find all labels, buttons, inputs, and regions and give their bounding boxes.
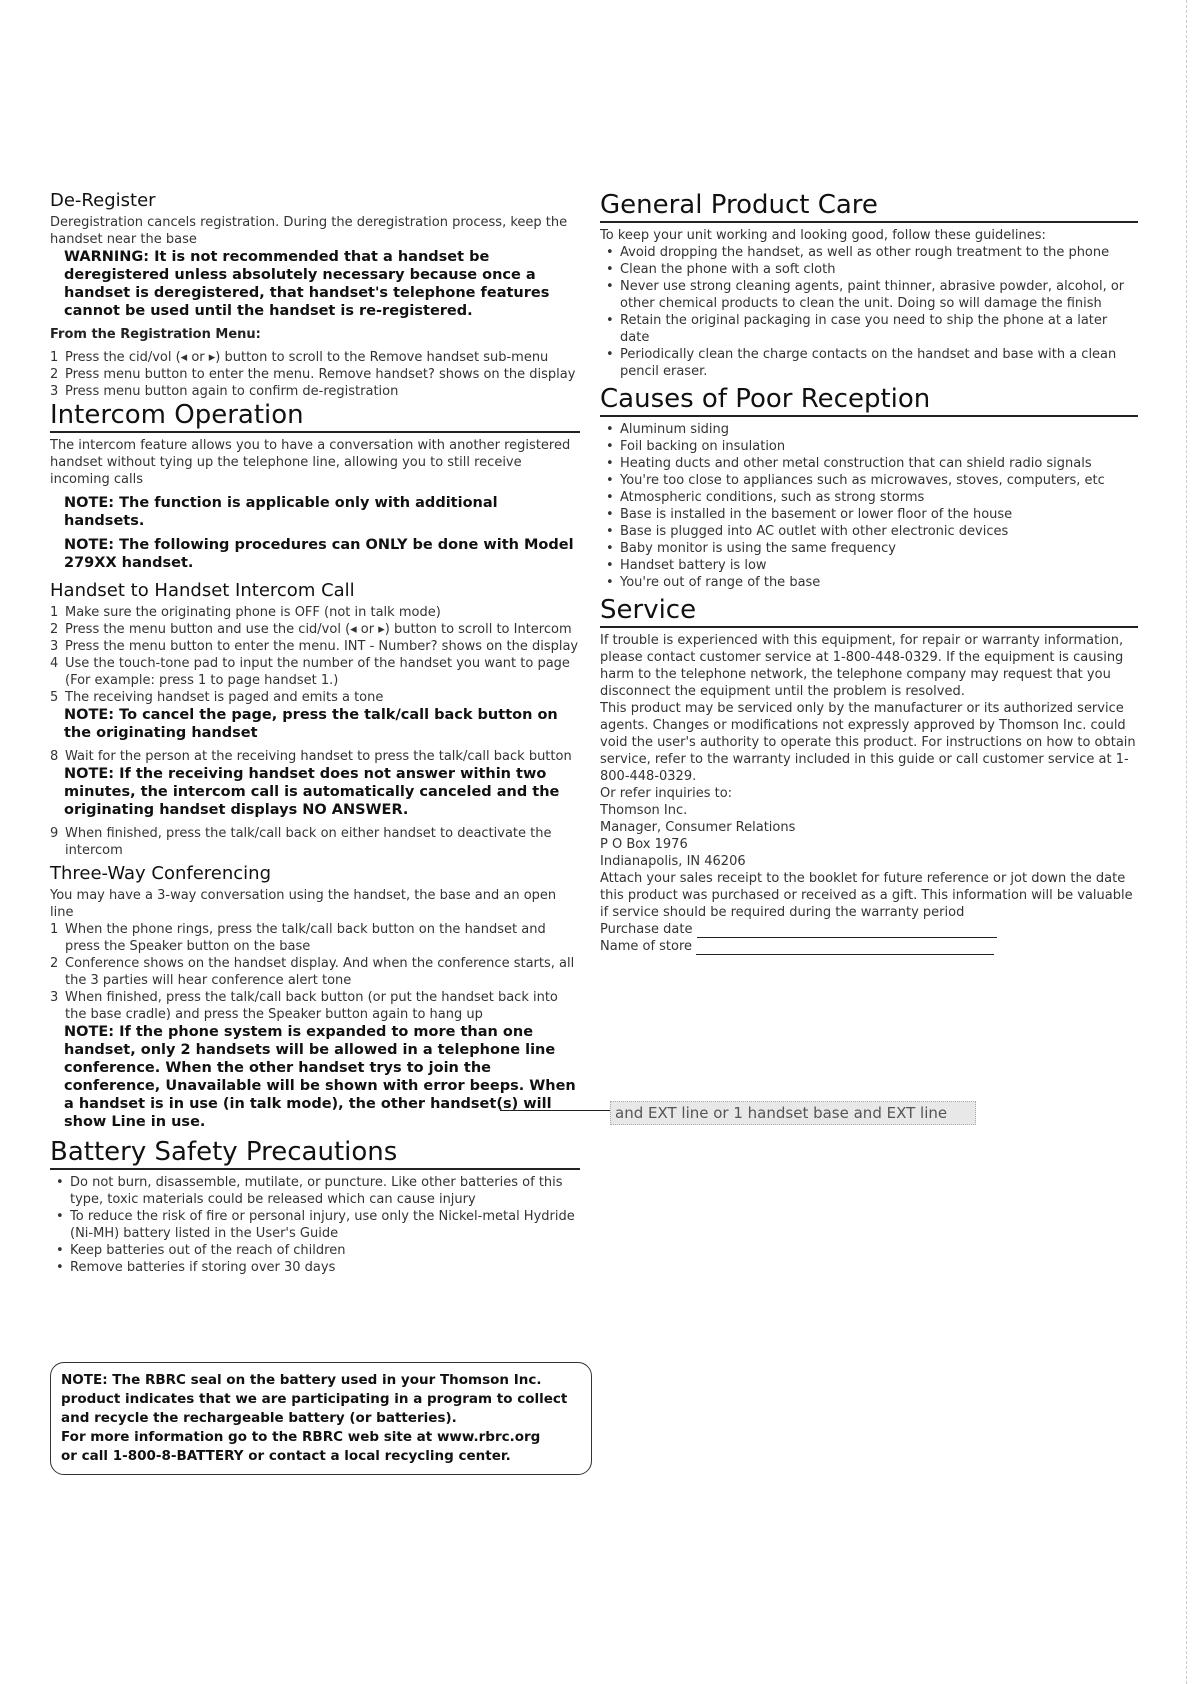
rbrc-call-text: or call 1-800-8-BATTERY or contact a local recycling center.	[61, 1448, 511, 1464]
left-column	[50, 190, 580, 1276]
list-item: • Remove batteries if storing over 30 days	[50, 1259, 580, 1276]
list-item: • Never use strong cleaning agents, paint thinner, abrasive powder, alcohol, or other chemical products to clean the unit. Doing so will damage the finish	[600, 278, 1138, 312]
threeway-intro: You may have a 3-way conversation using the handset, the base and an open line	[50, 888, 557, 920]
care-intro: To keep your unit working and looking good, follow these guidelines:	[600, 228, 1046, 243]
list-item: 5 The receiving handset is paged and emits a tone	[50, 690, 384, 705]
list-item: 3 Press menu button again to confirm de-registration	[50, 384, 399, 399]
list-item: • Aluminum siding	[600, 421, 1138, 438]
threeway-note: NOTE: If the phone system is expanded to more than one handset, only 2 handsets will be allowed in a telephone line conference. When the other handset trys to join the conference, Unavailable will be shown with error beeps. When a handset is in use (in talk mode), the other handset(s) will show Line in use.	[64, 1024, 576, 1130]
registration-menu-label: From the Registration Menu:	[50, 327, 261, 342]
store-name-label: Name of store	[600, 939, 693, 954]
list-item: 2 Press the menu button and use the cid/vol (◂ or ▸) button to scroll to Intercom	[50, 622, 572, 637]
annotation-pointer-line	[500, 1110, 610, 1111]
h2h-step-8	[50, 748, 580, 765]
list-item: • Baby monitor is using the same frequency	[600, 540, 1138, 557]
rbrc-note-text: NOTE: The RBRC seal on the battery used in your Thomson Inc. product indicates that we are participating in a program to collect and recycle the rechargeable battery (or batteries).	[61, 1372, 568, 1426]
list-item: • Foil backing on insulation	[600, 438, 1138, 455]
intercom-note-2: NOTE: The following procedures can ONLY be done with Model 279XX handset.	[64, 537, 574, 571]
battery-heading: Battery Safety Precautions	[50, 1137, 580, 1170]
intercom-note-1: NOTE: The function is applicable only with additional handsets.	[64, 495, 498, 529]
deregister-heading: De-Register	[50, 190, 156, 211]
rbrc-web-text: For more information go to the RBRC web site at www.rbrc.org	[61, 1429, 541, 1445]
threeway-steps	[50, 921, 580, 1023]
store-name-field	[600, 938, 1138, 955]
reception-list	[600, 421, 1138, 591]
list-item: 1 Make sure the originating phone is OFF (not in talk mode)	[50, 605, 441, 620]
list-item: • Periodically clean the charge contacts on the handset and base with a clean pencil eraser.	[600, 346, 1138, 380]
list-item: • Clean the phone with a soft cloth	[600, 261, 1138, 278]
list-item: • Handset battery is low	[600, 557, 1138, 574]
service-paragraph-2: This product may be serviced only by the manufacturer or its authorized service agents. Changes or modifications not expressly approved by Thomson Inc. could void the user's authority to operate this product. For instructions on how to obtain service, refer to the warranty included in this guide or call customer service at 1-800-448-0329.	[600, 701, 1136, 784]
list-item: • Atmospheric conditions, such as strong storms	[600, 489, 1138, 506]
deregister-warning: WARNING: It is not recommended that a handset be deregistered unless absolutely necessary because once a handset is deregistered, that handset's telephone features cannot be used until the handset is re-registered.	[64, 249, 550, 319]
care-list	[600, 244, 1138, 380]
list-item: 1 When the phone rings, press the talk/call back button on the handset and press the Speaker button on the base	[50, 922, 546, 954]
purchase-date-line	[697, 925, 997, 938]
deregister-intro: Deregistration cancels registration. During the deregistration process, keep the handset near the base	[50, 215, 568, 247]
list-item: 4 Use the touch-tone pad to input the number of the handset you want to page (For example: press 1 to page handset 1.)	[50, 656, 570, 688]
address-line: Manager, Consumer Relations	[600, 820, 796, 835]
address-line: P O Box 1976	[600, 837, 688, 852]
list-item: • Base is installed in the basement or lower floor of the house	[600, 506, 1138, 523]
annotation-overlay: and EXT line or 1 handset base and EXT line	[610, 1101, 976, 1125]
list-item: 9 When finished, press the talk/call back on either handset to deactivate the intercom	[50, 826, 552, 858]
list-item: • Avoid dropping the handset, as well as other rough treatment to the phone	[600, 244, 1138, 261]
right-column	[600, 190, 1138, 955]
scan-edge	[1186, 0, 1187, 1684]
h2h-heading: Handset to Handset Intercom Call	[50, 580, 355, 601]
list-item: • You're too close to appliances such as microwaves, stoves, computers, etc	[600, 472, 1138, 489]
address-line: Indianapolis, IN 46206	[600, 854, 746, 869]
list-item: 3 Press the menu button to enter the menu. INT - Number? shows on the display	[50, 639, 579, 654]
list-item: 1 Press the cid/vol (◂ or ▸) button to scroll to the Remove handset sub-menu	[50, 350, 549, 365]
list-item: • Heating ducts and other metal construction that can shield radio signals	[600, 455, 1138, 472]
list-item: 3 When finished, press the talk/call back button (or put the handset back into the base cradle) and press the Speaker button again to hang up	[50, 990, 558, 1022]
list-item: • Do not burn, disassemble, mutilate, or puncture. Like other batteries of this type, toxic materials could be released which can cause injury	[50, 1174, 580, 1208]
h2h-cancel-note: NOTE: To cancel the page, press the talk/call back button on the originating handset	[64, 707, 558, 741]
list-item: • Keep batteries out of the reach of children	[50, 1242, 580, 1259]
list-item: 2 Press menu button to enter the menu. Remove handset? shows on the display	[50, 367, 576, 382]
service-heading: Service	[600, 595, 1138, 628]
h2h-steps	[50, 604, 580, 706]
list-item: • Retain the original packaging in case you need to ship the phone at a later date	[600, 312, 1138, 346]
list-item: • Base is plugged into AC outlet with other electronic devices	[600, 523, 1138, 540]
list-item: • To reduce the risk of fire or personal injury, use only the Nickel-metal Hydride (Ni-MH) battery listed in the User's Guide	[50, 1208, 580, 1242]
deregister-steps	[50, 349, 580, 400]
service-paragraph-1: If trouble is experienced with this equipment, for repair or warranty information, please contact customer service at 1-800-448-0329. If the equipment is causing harm to the telephone network, the telephone company may request that you disconnect the equipment until the problem is resolved.	[600, 633, 1124, 699]
intercom-heading: Intercom Operation	[50, 400, 580, 433]
service-paragraph-3: Attach your sales receipt to the booklet for future reference or jot down the date this product was purchased or received as a gift. This information will be valuable if service should be required during the warranty period	[600, 871, 1133, 920]
rbrc-note-box	[50, 1362, 592, 1475]
list-item: 2 Conference shows on the handset display. And when the conference starts, all the 3 parties will hear conference alert tone	[50, 956, 575, 988]
battery-list	[50, 1174, 580, 1276]
reception-heading: Causes of Poor Reception	[600, 384, 1138, 417]
store-name-line	[696, 942, 994, 955]
h2h-answer-note: NOTE: If the receiving handset does not answer within two minutes, the intercom call is automatically canceled and the originating handset displays NO ANSWER.	[64, 766, 560, 818]
h2h-step-9	[50, 825, 580, 859]
care-heading: General Product Care	[600, 190, 1138, 223]
purchase-date-label: Purchase date	[600, 922, 693, 937]
service-refer: Or refer inquiries to:	[600, 786, 733, 801]
purchase-date-field	[600, 921, 1138, 938]
address-line: Thomson Inc.	[600, 803, 688, 818]
list-item: • You're out of range of the base	[600, 574, 1138, 591]
list-item: 8 Wait for the person at the receiving handset to press the talk/call back button	[50, 749, 572, 764]
threeway-heading: Three-Way Conferencing	[50, 863, 271, 884]
intercom-intro: The intercom feature allows you to have a conversation with another registered handset without tying up the telephone line, allowing you to still receive incoming calls	[50, 438, 571, 487]
